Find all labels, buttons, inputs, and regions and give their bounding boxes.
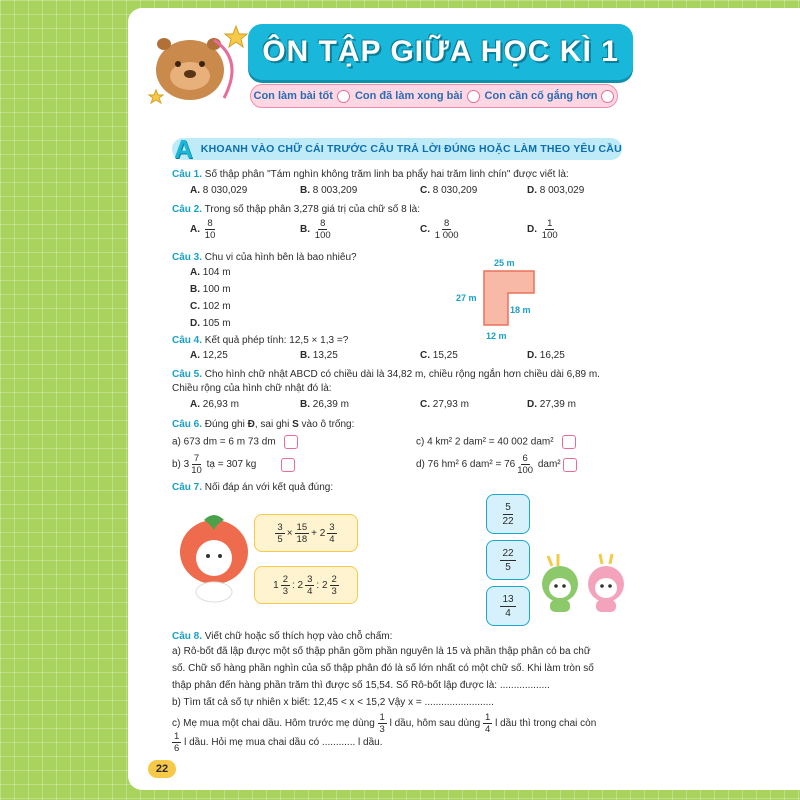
- page-number: 22: [148, 760, 176, 778]
- q8-a-line-3: thập phân đến hàng phần trăm thì được số 15,54. Số Rô-bốt lập được là: ..................: [172, 680, 550, 691]
- answer-box[interactable]: [563, 458, 577, 472]
- question-number: Câu 1.: [172, 169, 203, 180]
- option-b[interactable]: B. 26,39 m: [300, 399, 349, 410]
- answer-box[interactable]: [562, 435, 576, 449]
- question-number: Câu 2.: [172, 204, 203, 215]
- option-d[interactable]: D. 16,25: [527, 350, 565, 361]
- question-text: Nối đáp án với kết quả đúng:: [204, 482, 334, 493]
- capybara-mascot-icon: [144, 20, 252, 110]
- q8-c-line-2: $\frac{1}{6}$ l dầu. Hỏi mẹ mua chai dầu có ............ l dầu.: [174, 731, 383, 754]
- answer-box[interactable]: [284, 435, 298, 449]
- status-item-done: [355, 90, 480, 103]
- tomato-mascot-icon: [176, 508, 252, 604]
- section-a-header: [172, 133, 622, 164]
- expression-card-1[interactable]: $\frac{3}{5}$ × $\frac{15}{18}$ + 2 $\frac{3}{4}$: [254, 514, 358, 552]
- option-c[interactable]: C. 102 m: [190, 301, 231, 312]
- option-a[interactable]: A. 104 m: [190, 267, 231, 278]
- q8-b: b) Tìm tất cả số tự nhiên x biết: 12,45 < x < 15,2 Vậy x = .........................: [172, 697, 494, 708]
- statement-d: d) 76 hm² 6 dam² = 76 $\frac{6}{100}$ dam²: [416, 453, 577, 476]
- label-bottom: 12 m: [486, 331, 507, 341]
- option-d[interactable]: D. 105 m: [190, 318, 231, 329]
- status-label: Con cần cố gắng hơn: [484, 90, 598, 102]
- question-number: Câu 3.: [172, 252, 203, 263]
- question-text: Số thập phân "Tám nghìn không trăm linh ba phẩy hai trăm linh chín" được viết là:: [204, 169, 569, 180]
- status-checkbox[interactable]: [337, 90, 350, 103]
- question-6: Câu 6. Đúng ghi Đ, sai ghi S vào ô trống:: [172, 419, 355, 430]
- answer-card-2[interactable]: $\frac{22}{5}$: [486, 540, 530, 580]
- option-b[interactable]: B. 8 003,209: [300, 185, 358, 196]
- status-item-try-harder: [485, 90, 615, 103]
- page-title-banner: [248, 24, 633, 80]
- question-7: [172, 481, 333, 494]
- question-8: [172, 630, 392, 643]
- option-c[interactable]: C. 27,93 m: [420, 399, 469, 410]
- expression-card-2[interactable]: 1 $\frac{2}{3}$ : 2 $\frac{3}{4}$ : 2 $\frac{2}{3}$: [254, 566, 358, 604]
- question-1: [172, 168, 569, 181]
- option-b[interactable]: B. $\frac{8}{100}$: [300, 218, 331, 241]
- question-4: [172, 334, 348, 347]
- option-b[interactable]: B. 100 m: [190, 284, 231, 295]
- status-checkbox[interactable]: [467, 90, 480, 103]
- status-label: Con làm bài tốt: [253, 90, 333, 102]
- statement-c: c) 4 km² 2 dam² = 40 002 dam²: [416, 435, 576, 449]
- option-a[interactable]: A. $\frac{8}{10}$: [190, 218, 216, 241]
- option-c[interactable]: C. 8 030,209: [420, 185, 478, 196]
- q8-a-line-2: số. Chữ số hàng phần nghìn của số thập phân đó là số lớn nhất có một chữ số. Khi làm tròn số: [172, 663, 594, 674]
- option-a[interactable]: A. 8 030,029: [190, 185, 248, 196]
- option-c[interactable]: C. 15,25: [420, 350, 458, 361]
- question-text: Trong số thập phân 3,278 giá trị của chữ số 8 là:: [204, 204, 420, 215]
- question-number: Câu 5.: [172, 369, 203, 380]
- label-top: 25 m: [494, 258, 515, 268]
- question-number: Câu 8.: [172, 631, 203, 642]
- answer-card-1[interactable]: $\frac{5}{22}$: [486, 494, 530, 534]
- question-text: Chu vi của hình bên là bao nhiêu?: [204, 252, 357, 263]
- option-b[interactable]: B. 13,25: [300, 350, 338, 361]
- status-checkbox[interactable]: [601, 90, 614, 103]
- option-a[interactable]: A. 12,25: [190, 350, 228, 361]
- question-number: Câu 4.: [172, 335, 203, 346]
- question-5: [172, 368, 600, 381]
- question-text: Viết chữ hoặc số thích hợp vào chỗ chấm:: [204, 631, 393, 642]
- q8-a-line-1: a) Rô-bốt đã lập được một số thập phân gồm phần nguyên là 15 và phần thập phân có ba chữ: [172, 646, 591, 657]
- option-c[interactable]: C. $\frac{8}{1 000}$: [420, 218, 459, 241]
- question-text: Kết quả phép tính: 12,5 × 1,3 =?: [204, 335, 349, 346]
- status-item-good: [254, 90, 350, 103]
- question-5-line-2: Chiều rộng của hình chữ nhật đó là:: [172, 383, 332, 394]
- option-d[interactable]: D. $\frac{1}{100}$: [527, 218, 558, 241]
- statement-b: b) 3 $\frac{7}{10}$ tạ = 307 kg: [172, 453, 295, 476]
- statement-a: a) 673 dm = 6 m 73 dm: [172, 435, 298, 449]
- status-label: Con đã làm xong bài: [354, 90, 463, 102]
- question-number: Câu 7.: [172, 482, 203, 493]
- answer-card-3[interactable]: $\frac{13}{4}$: [486, 586, 530, 626]
- deer-mascots-icon: [538, 548, 634, 614]
- option-d[interactable]: D. 8 003,029: [527, 185, 585, 196]
- section-title: KHOANH VÀO CHỮ CÁI TRƯỚC CÂU TRẢ LỜI ĐÚNG HOẶC LÀM THEO YÊU CẦU: [200, 143, 622, 155]
- page-title: ÔN TẬP GIỮA HỌC KÌ 1: [262, 35, 619, 68]
- answer-box[interactable]: [281, 458, 295, 472]
- option-d[interactable]: D. 27,39 m: [527, 399, 576, 410]
- label-left: 27 m: [456, 293, 477, 303]
- q8-c-line-1: c) Mẹ mua một chai dầu. Hôm trước mẹ dùng $\frac{1}{3}$ l dầu, hôm sau dùng $\frac{1}{4}$ l dầu thì trong chai còn: [172, 712, 597, 735]
- l-shape-figure: [450, 255, 560, 345]
- label-inner: 18 m: [510, 305, 531, 315]
- question-2: [172, 203, 420, 216]
- option-a[interactable]: A. 26,93 m: [190, 399, 239, 410]
- section-letter: A: [174, 133, 193, 164]
- self-assessment-bar: [250, 84, 618, 108]
- question-number: Câu 6.: [172, 419, 203, 430]
- question-text: Cho hình chữ nhật ABCD có chiều dài là 34,82 m, chiều rộng ngắn hơn chiều dài 6,89 m.: [204, 369, 600, 380]
- question-3: [172, 251, 357, 264]
